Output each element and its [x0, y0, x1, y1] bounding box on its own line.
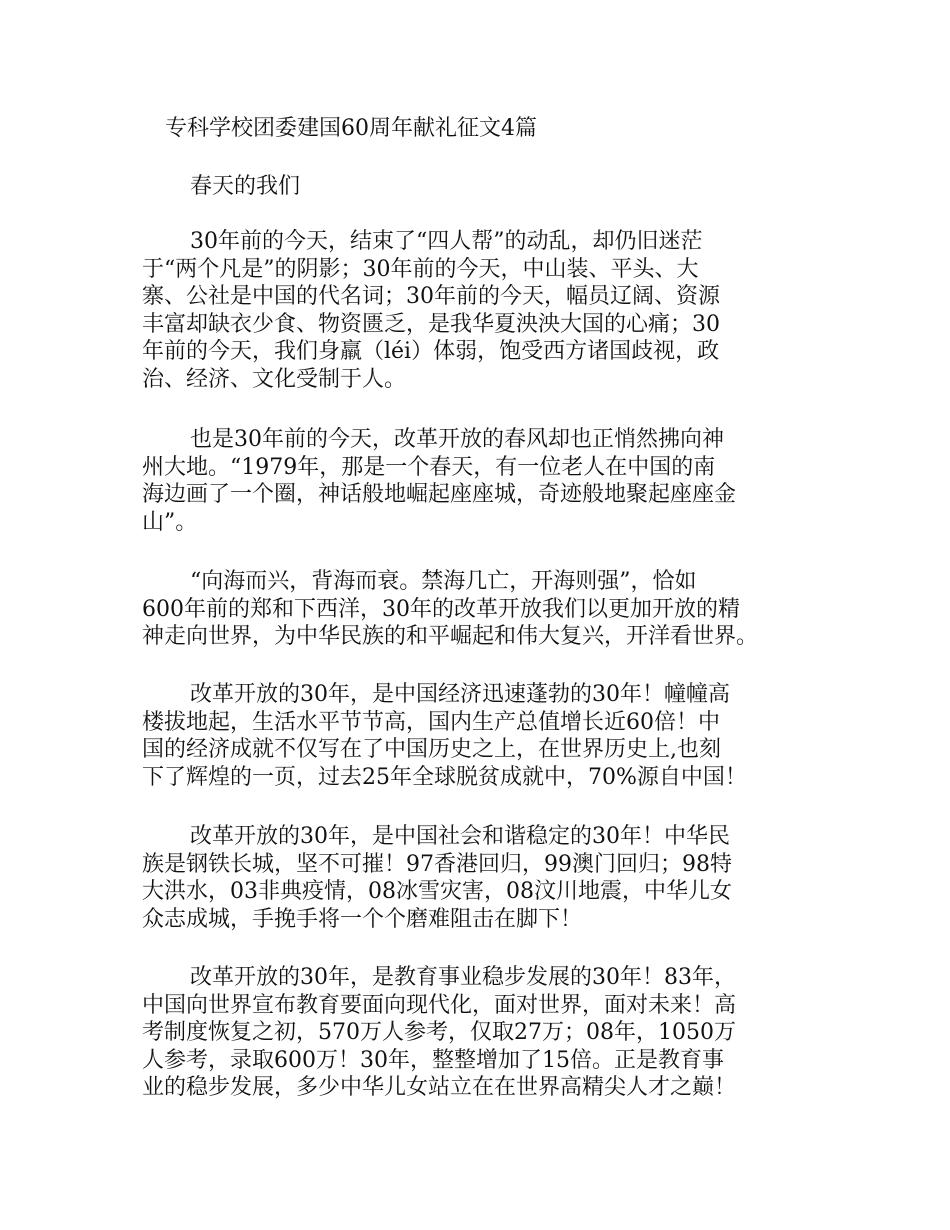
paragraph-line: 海边画了一个圈，神话般地崛起座座城，奇迹般地聚起座座金	[142, 482, 737, 508]
paragraph-line: 国的经济成就不仅写在了中国历史之上，在世界历史上,也刻	[142, 737, 721, 763]
paragraph-line: 下了辉煌的一页，过去25年全球脱贫成就中，70%源自中国！	[142, 764, 747, 790]
paragraph-line: 大洪水，03非典疫情，08冰雪灾害，08汶川地震，中华儿女	[142, 879, 732, 905]
paragraph-1	[142, 228, 822, 394]
paragraph-line: 山”。	[142, 509, 198, 535]
document-title: 专科学校团委建国60周年献礼征文4篇	[165, 116, 537, 141]
article-subtitle: 春天的我们	[190, 174, 301, 199]
paragraph-line: 州大地。“1979年，那是一个春天，有一位老人在中国的南	[142, 454, 716, 480]
paragraph-line: 考制度恢复之初，570万人参考，仅取27万；08年，1050万	[142, 1020, 736, 1046]
paragraph-line: 治、经济、文化受制于人。	[142, 366, 407, 392]
paragraph-line: 改革开放的30年，是中国社会和谐稳定的30年！中华民	[190, 824, 730, 849]
paragraph-line: 改革开放的30年，是教育事业稳步发展的30年！83年，	[190, 965, 736, 990]
paragraph-line: 楼拔地起，生活水平节节高，国内生产总值增长近60倍！中	[142, 709, 720, 735]
paragraph-line: 中国向世界宣布教育要面向现代化，面对世界，面对未来！高	[142, 992, 737, 1018]
paragraph-line: “向海而兴，背海而衰。禁海几亡，开海则强”，恰如	[190, 569, 697, 594]
paragraph-line: 也是30年前的今天，改革开放的春风却也正悄然拂向神	[190, 427, 724, 452]
paragraph-line: 族是钢铁长城，坚不可摧！97香港回归，99澳门回归；98特	[142, 851, 732, 877]
paragraph-6	[142, 964, 822, 1102]
paragraph-4	[142, 681, 822, 791]
paragraph-line: 600年前的郑和下西洋，30年的改革开放我们以更加开放的精	[142, 596, 740, 622]
paragraph-5	[142, 823, 822, 933]
paragraph-line: 众志成城，手挽手将一个个磨难阻击在脚下！	[142, 906, 583, 932]
paragraph-line: 30年前的今天，结束了“四人帮”的动乱，却仍旧迷茫	[190, 229, 703, 254]
paragraph-line: 年前的今天，我们身羸（léi）体弱，饱受西方诸国歧视，政	[142, 339, 720, 365]
paragraph-line: 业的稳步发展，多少中华儿女站立在在世界高精尖人才之巅！	[142, 1075, 737, 1101]
paragraph-2	[142, 426, 822, 536]
paragraph-line: 神走向世界，为中华民族的和平崛起和伟大复兴，开洋看世界。	[142, 624, 759, 650]
paragraph-line: 寨、公社是中国的代名词；30年前的今天，幅员辽阔、资源	[142, 284, 720, 310]
paragraph-line: 人参考，录取600万！30年，整整增加了15倍。正是教育事	[142, 1047, 724, 1073]
paragraph-line: 丰富却缺衣少食、物资匮乏，是我华夏泱泱大国的心痛；30	[142, 311, 720, 337]
paragraph-line: 改革开放的30年，是中国经济迅速蓬勃的30年！幢幢高	[190, 682, 730, 707]
paragraph-line: 于“两个凡是”的阴影；30年前的今天，中山装、平头、大	[142, 256, 699, 282]
paragraph-3	[142, 568, 822, 651]
